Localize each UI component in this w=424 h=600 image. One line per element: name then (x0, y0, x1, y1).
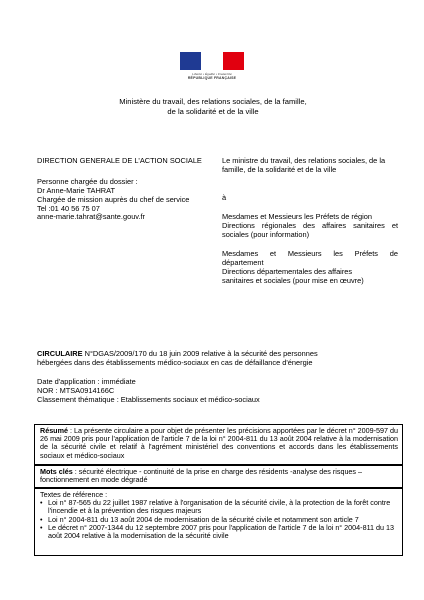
republique-francaise-logo (180, 52, 244, 80)
contact-role: Chargée de mission auprès du chef de service (37, 195, 190, 204)
circulaire-label: CIRCULAIRE (37, 349, 83, 358)
reference-item: • Loi n° 2004-811 du 13 août 2004 de modernisation de la sécurité civile et notamment son article 7 (40, 516, 398, 524)
mots-cles-box (34, 465, 403, 488)
recipient2-line3: Directions départementales des affaires (222, 267, 353, 276)
contact-email[interactable]: anne-marie.tahrat@sante.gouv.fr (37, 212, 146, 221)
recipient2-line4: sanitaires et sociales (pour mise en œuvre) (222, 276, 364, 285)
contact-name: Dr Anne-Marie TAHRAT (37, 186, 116, 195)
recipient2-line2: département (222, 258, 264, 267)
contact-tel: Tel :01 40 56 75 07 (37, 204, 100, 213)
reference-item: • Loi n° 87-565 du 22 juillet 1987 relative à l'organisation de la sécurité civile, à la protection de la forêt contre l'incendie et à la prévention des risques majeurs (40, 499, 398, 515)
mots-cles-label: Mots clés (40, 467, 73, 476)
textes-reference-list (40, 499, 398, 540)
ministry-line1: Ministère du travail, des relations sociales, de la famille, (119, 97, 307, 106)
recipient2-line1: Mesdames et Messieurs les Préfets de (222, 249, 398, 258)
reference-item: • Le décret n° 2007-1344 du 12 septembre 2007 pris pour l'application de l'article 7 de la loi n° 2004-811 du 13 août 2004 relative à la modernisation de la sécurité civile (40, 524, 398, 540)
textes-reference-label: Textes de référence : (40, 490, 108, 499)
to-label: à (222, 193, 227, 202)
resume-text: : La présente circulaire a pour objet de présenter les précisions apportées par le décret n° 2009-597 du 26 mai 2009 pris pour l'application de l'article 7 de la loi n° 2004-811 du 13 août 2004 relative à la modernisation de la sécurité civile et relatif à l'agrément ministériel des conventions et accords dans les établissements sociaux et médico-sociaux (40, 426, 398, 460)
recipient1-line2: Directions régionales des affaires sanitaires et (222, 221, 398, 230)
ministry-heading (100, 97, 326, 116)
mots-cles-text: : sécurité électrique - continuité de la prise en charge des résidents -analyse des risques – fonctionnement en mode dégradé (40, 467, 363, 485)
classement-thematique: Classement thématique : Etablissements sociaux et médico-sociaux (37, 395, 260, 404)
french-flag-logo (180, 52, 244, 70)
logo-republic-text: RÉPUBLIQUE FRANÇAISE (187, 76, 237, 80)
flag-blue-band (180, 52, 201, 70)
recipient1-line1: Mesdames et Messieurs les Préfets de région (222, 212, 372, 221)
ministry-line2: de la solidarité et de la ville (167, 106, 259, 116)
flag-red-band (223, 52, 244, 70)
date-application: Date d'application : immédiate (37, 377, 136, 386)
circulaire-title-line2: hébergées dans des établissements médico-sociaux en cas de défaillance d'énergie (37, 358, 313, 367)
recipient1-line3: sociales (pour information) (222, 230, 310, 239)
circulaire-reference: N°DGAS/2009/170 du 18 juin 2009 relative à la sécurité des personnes (84, 349, 318, 358)
nor-code: NOR : MTSA0914166C (37, 386, 115, 395)
logo-motto: Liberté • Égalité • Fraternité (192, 72, 232, 76)
flag-white-band (201, 52, 222, 70)
minister-line1: Le ministre du travail, des relations sociales, de la (222, 156, 386, 165)
direction-title: DIRECTION GENERALE DE L'ACTION SOCIALE (37, 156, 202, 165)
resume-box (34, 424, 403, 465)
minister-line2: famille, de la solidarité et de la ville (222, 165, 337, 174)
resume-label: Résumé (40, 426, 68, 435)
textes-reference-box (34, 488, 403, 556)
contact-label: Personne chargée du dossier : (37, 177, 138, 186)
